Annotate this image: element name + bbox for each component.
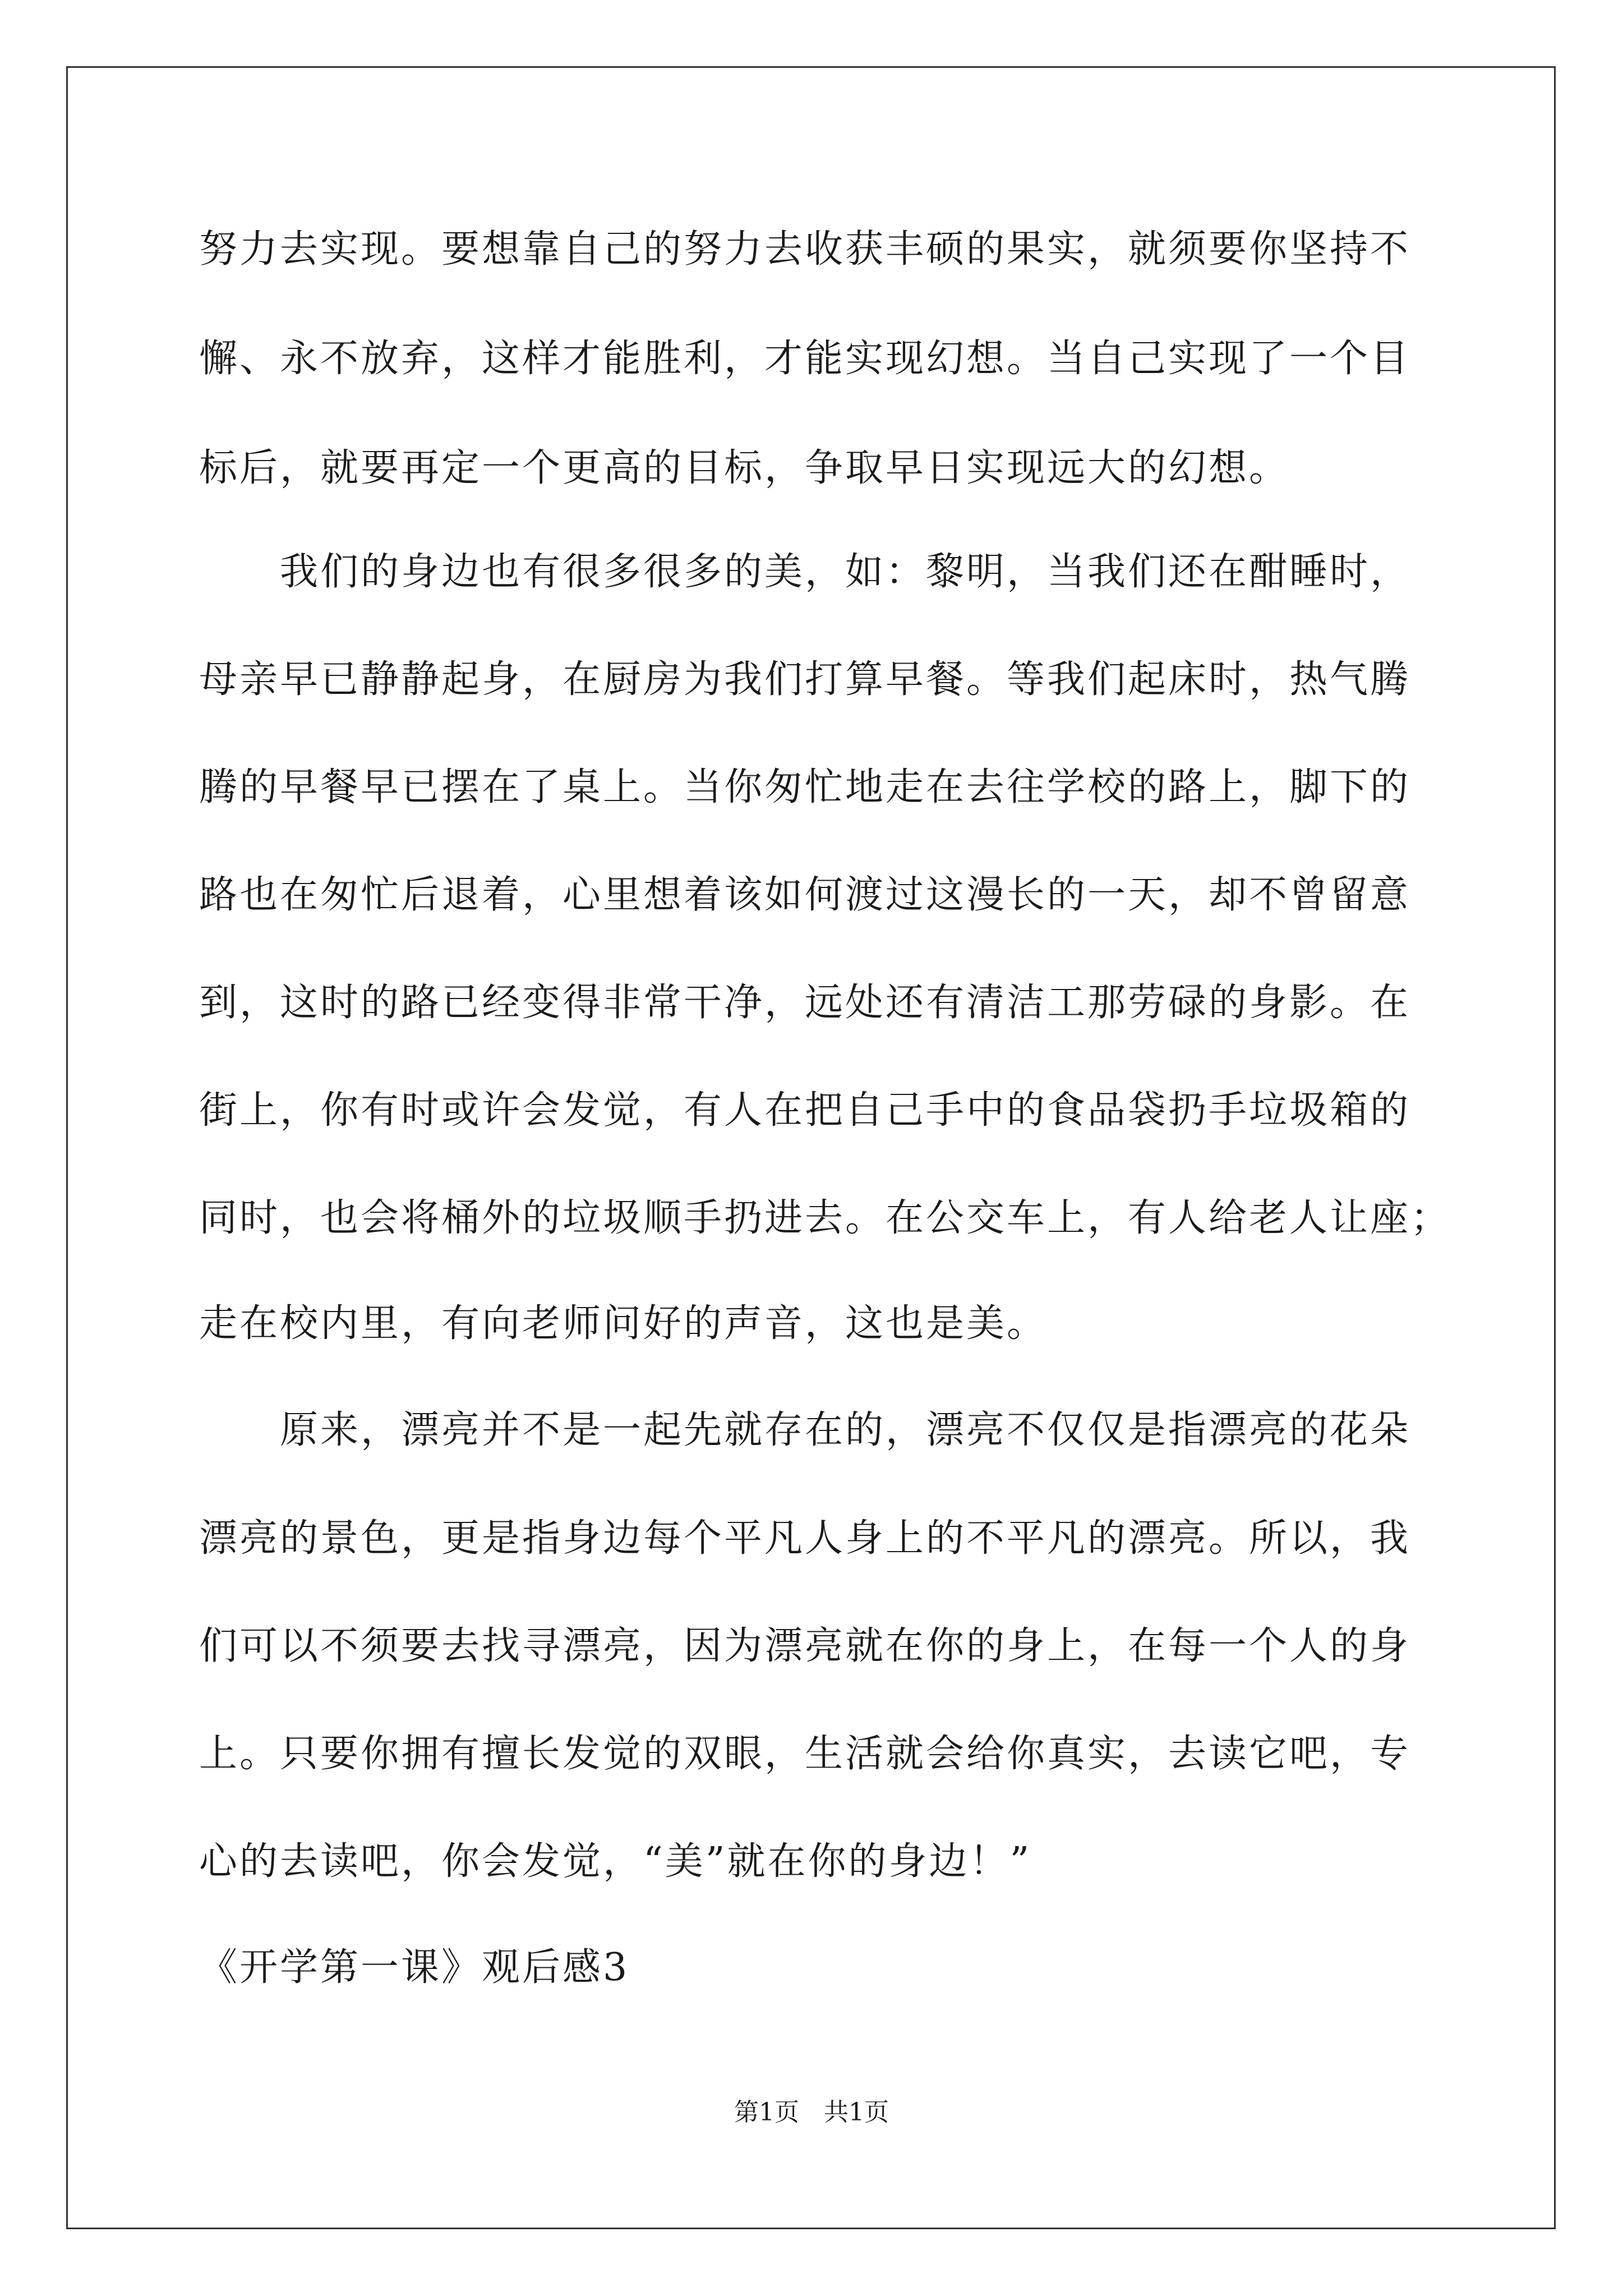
body-text-line: 路也在匆忙后退着，心里想着该如何渡过这漫长的一天，却不曾留意 xyxy=(199,873,1411,917)
page-border xyxy=(66,66,1556,2229)
section-heading: 《开学第一课》观后感3 xyxy=(199,1945,630,1990)
page-number-footer: 第1页 共1页 xyxy=(734,2098,889,2127)
body-text-line: 懈、永不放弃，这样才能胜利，才能实现幻想。当自己实现了一个目 xyxy=(199,337,1411,381)
body-text-line: 原来，漂亮并不是一起先就存在的，漂亮不仅仅是指漂亮的花朵 xyxy=(199,1408,1411,1452)
body-text-line: 上。只要你拥有擅长发觉的双眼，生活就会给你真实，去读它吧，专 xyxy=(199,1732,1411,1776)
body-text-line: 同时，也会将桶外的垃圾顺手扔进去。在公交车上，有人给老人让座； xyxy=(199,1196,1451,1240)
body-text-line: 心的去读吧，你会发觉，“美”就在你的身边！” xyxy=(199,1839,1032,1884)
body-text-line: 走在校内里，有向老师问好的声音，这也是美。 xyxy=(199,1301,1048,1346)
body-text-line: 我们的身边也有很多很多的美，如：黎明，当我们还在酣睡时， xyxy=(199,550,1411,594)
body-text-line: 母亲早已静静起身，在厨房为我们打算早餐。等我们起床时，热气腾 xyxy=(199,657,1411,702)
body-text-line: 努力去实现。要想靠自己的努力去收获丰硕的果实，就须要你坚持不 xyxy=(199,227,1411,272)
body-text-line: 漂亮的景色，更是指身边每个平凡人身上的不平凡的漂亮。所以，我 xyxy=(199,1516,1411,1561)
body-text-line: 们可以不须要去找寻漂亮，因为漂亮就在你的身上，在每一个人的身 xyxy=(199,1624,1411,1668)
body-text-line: 街上，你有时或许会发觉，有人在把自己手中的食品袋扔手垃圾箱的 xyxy=(199,1088,1411,1133)
body-text-line: 腾的早餐早已摆在了桌上。当你匆忙地走在去往学校的路上，脚下的 xyxy=(199,765,1411,809)
body-text-line: 标后，就要再定一个更高的目标，争取早日实现远大的幻想。 xyxy=(199,446,1290,490)
body-text-line: 到，这时的路已经变得非常干净，远处还有清洁工那劳碌的身影。在 xyxy=(199,981,1411,1025)
